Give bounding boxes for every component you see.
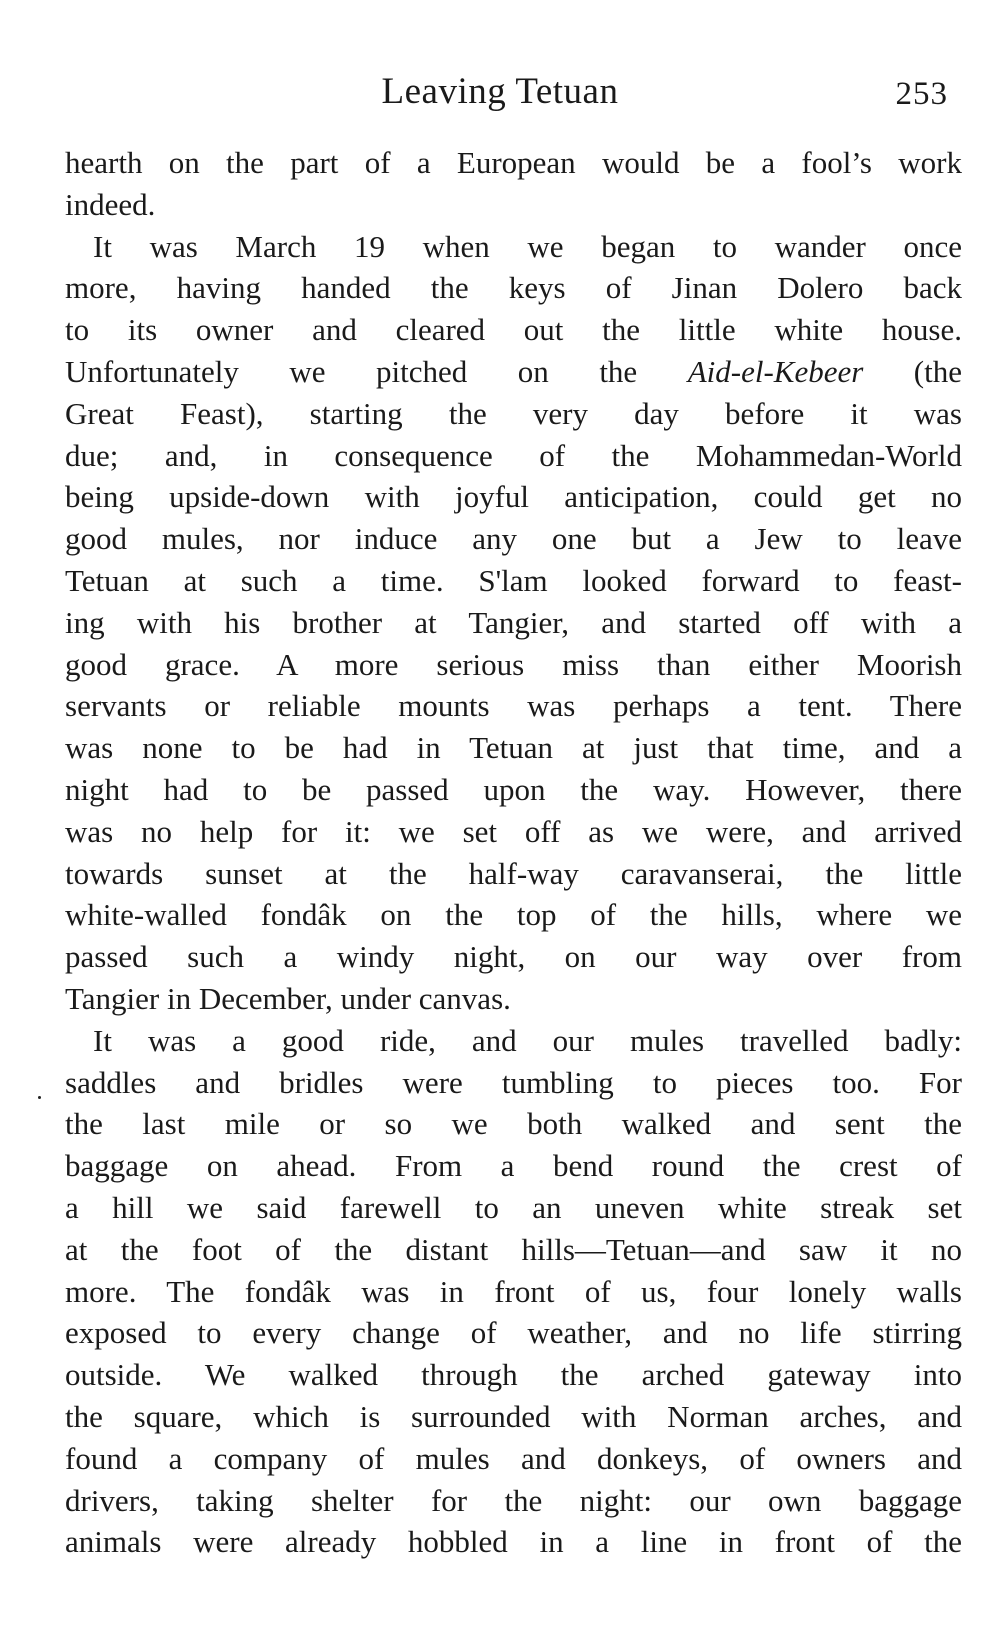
text-line: found a company of mules and donkeys, of owners and bbox=[65, 1440, 962, 1476]
text-line: being upside-down with joyful anticipation, could get no bbox=[65, 479, 962, 515]
text-line: a hill we said farewell to an uneven white streak set bbox=[65, 1189, 962, 1225]
text-line: indeed. bbox=[65, 186, 156, 222]
text-line: hearth on the part of a European would be a fool’s work bbox=[65, 145, 962, 180]
text-line: animals were already hobbled in a line in front of the bbox=[65, 1524, 962, 1560]
body-text bbox=[65, 142, 962, 1563]
text-line: It was a good ride, and our mules travelled badly: bbox=[93, 1022, 962, 1058]
chapter-title: Leaving Tetuan bbox=[381, 71, 619, 112]
running-head bbox=[0, 70, 1000, 126]
text-line: Tangier in December, under canvas. bbox=[65, 980, 511, 1016]
text-line: more, having handed the keys of Jinan Dolero back bbox=[65, 270, 962, 306]
text-line: Great Feast), starting the very day before it was bbox=[65, 395, 962, 431]
ink-speck bbox=[38, 1096, 41, 1099]
text-line: baggage on ahead. From a bend round the crest of bbox=[65, 1148, 962, 1184]
page-number: 253 bbox=[895, 76, 948, 112]
text-line: It was March 19 when we began to wander once bbox=[93, 228, 962, 264]
text-line: was no help for it: we set off as we were, and arrived bbox=[65, 813, 962, 849]
text-line bbox=[65, 351, 962, 393]
text-line: white-walled fondâk on the top of the hills, where we bbox=[65, 897, 962, 933]
text-line: due; and, in consequence of the Mohammedan-World bbox=[65, 437, 962, 473]
text-line: more. The fondâk was in front of us, four lonely walls bbox=[65, 1273, 962, 1309]
text-line: night had to be passed upon the way. However, there bbox=[65, 771, 962, 807]
text-line: the last mile or so we both walked and sent the bbox=[65, 1106, 962, 1142]
text-line: was none to be had in Tetuan at just that time, and a bbox=[65, 730, 962, 766]
text-segment: Unfortunately we pitched on the bbox=[65, 353, 688, 389]
text-segment: (the bbox=[863, 353, 962, 389]
text-line: towards sunset at the half-way caravanserai, the little bbox=[65, 855, 962, 891]
text-line: good grace. A more serious miss than either Moorish bbox=[65, 646, 962, 682]
italic-term: Aid-el-Kebeer bbox=[687, 353, 864, 389]
text-line: at the foot of the distant hills—Tetuan—and saw it no bbox=[65, 1231, 962, 1267]
text-line: saddles and bridles were tumbling to pieces too. For bbox=[65, 1064, 962, 1100]
text-line: servants or reliable mounts was perhaps a tent. There bbox=[65, 688, 962, 724]
text-line: ing with his brother at Tangier, and started off with a bbox=[65, 604, 962, 640]
text-line: outside. We walked through the arched gateway into bbox=[65, 1357, 962, 1393]
text-line: drivers, taking shelter for the night: our own baggage bbox=[65, 1482, 962, 1518]
text-line: exposed to every change of weather, and no life stirring bbox=[65, 1315, 962, 1351]
text-line: to its owner and cleared out the little white house. bbox=[65, 312, 962, 348]
text-line: Tetuan at such a time. S'lam looked forward to feast- bbox=[65, 562, 962, 598]
text-line: the square, which is surrounded with Norman arches, and bbox=[65, 1398, 962, 1434]
text-line: passed such a windy night, on our way over from bbox=[65, 939, 962, 975]
text-line: good mules, nor induce any one but a Jew to leave bbox=[65, 521, 962, 557]
